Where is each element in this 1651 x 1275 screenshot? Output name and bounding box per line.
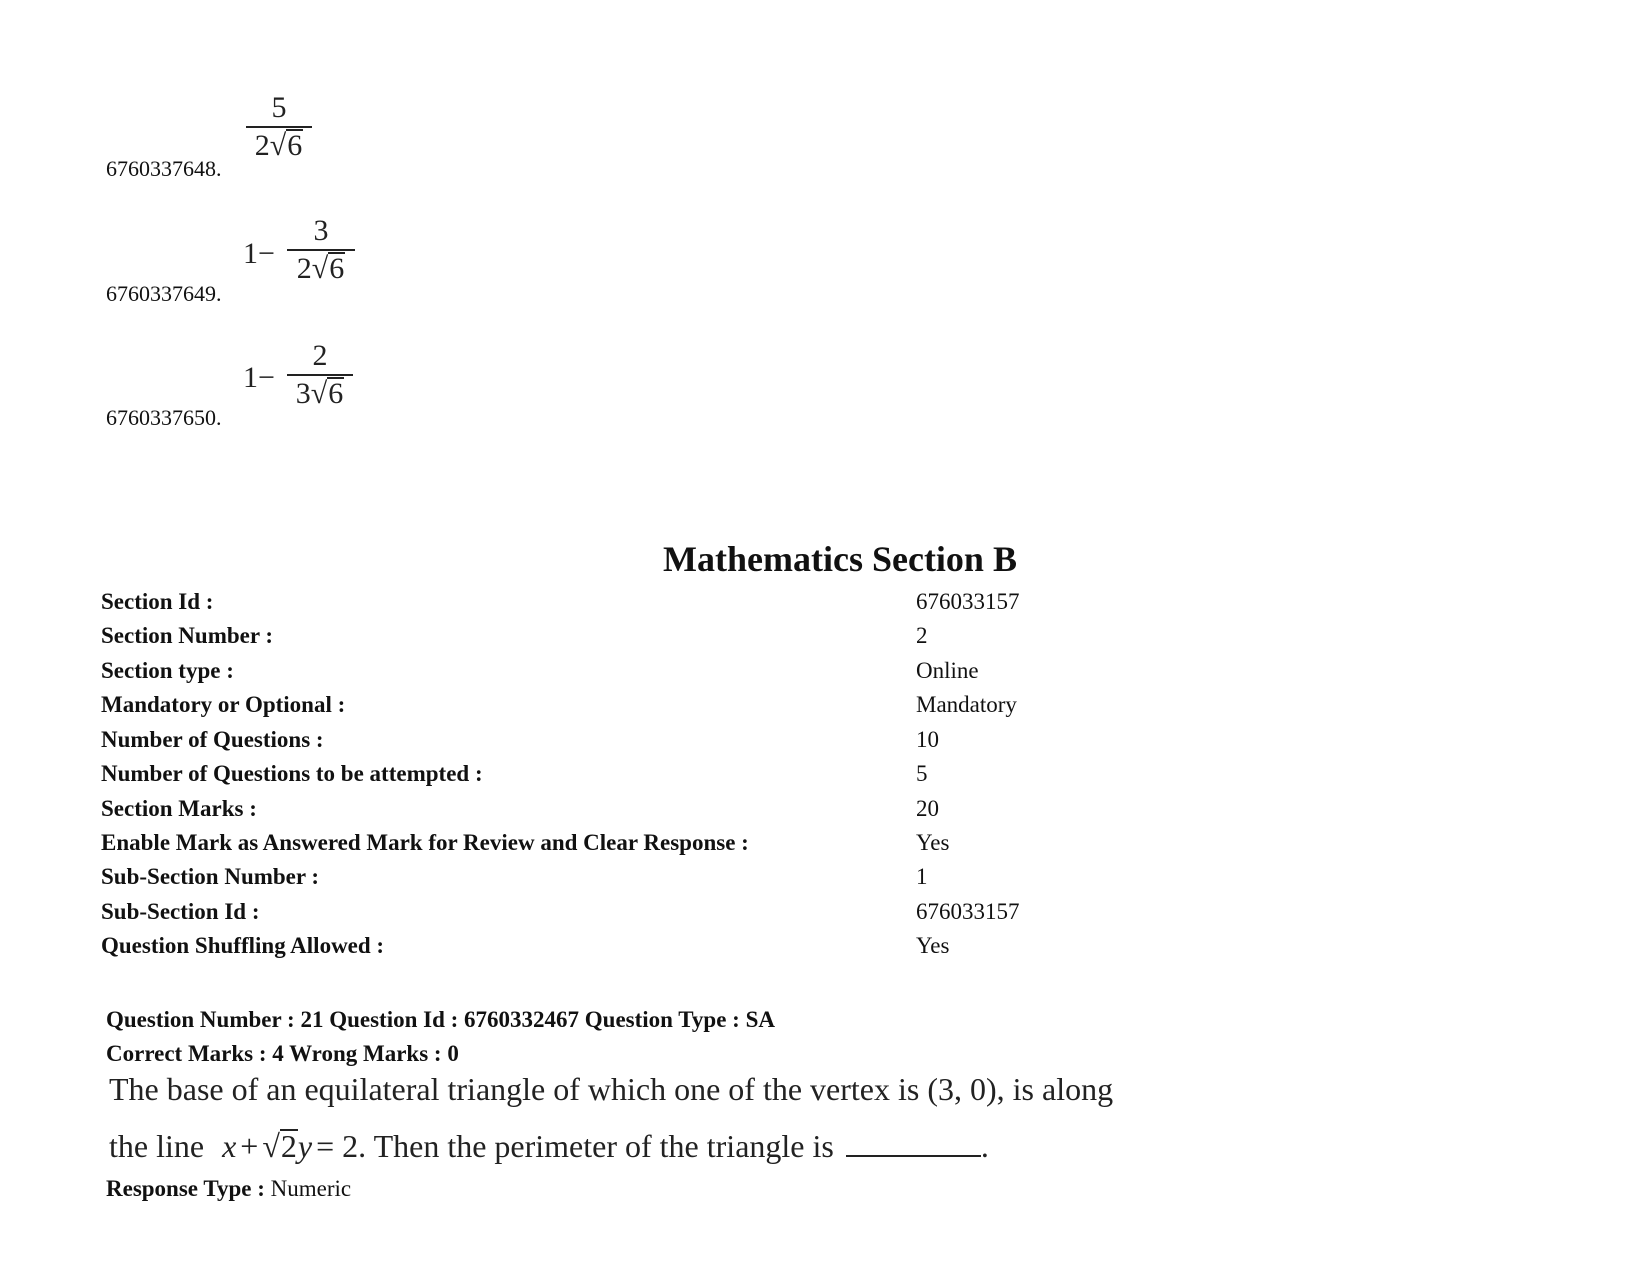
section-id-value: 676033157	[916, 589, 1020, 614]
question-text-line-1: The base of an equilateral triangle of which one of the vertex is (3, 0), is along	[109, 1071, 1114, 1107]
num-questions-value: 10	[916, 727, 939, 752]
section-title: Mathematics Section B	[663, 539, 1017, 579]
option-lead-term: 1−	[243, 361, 275, 394]
option-fraction	[246, 90, 312, 164]
section-marks-label: Section Marks :	[101, 796, 257, 821]
equation-equals: = 2	[316, 1128, 359, 1164]
subsection-id-label: Sub-Section Id :	[101, 899, 260, 924]
enable-mark-value: Yes	[916, 830, 950, 855]
sqrt-icon: √	[262, 1128, 280, 1164]
num-attempt-label: Number of Questions to be attempted :	[101, 761, 483, 786]
subsection-number-label: Sub-Section Number :	[101, 864, 320, 889]
shuffling-value: Yes	[916, 933, 950, 958]
question-text-post: . Then the perimeter of the triangle is	[358, 1128, 834, 1164]
sqrt-icon: √	[269, 129, 287, 162]
question-meta: Question Number : 21 Question Id : 6760332467 Question Type : SA	[106, 1007, 775, 1032]
sqrt-icon: √	[311, 252, 329, 285]
question-text-line-2	[109, 1128, 989, 1165]
section-number-value: 2	[916, 623, 928, 648]
period: .	[980, 1128, 989, 1164]
option-id: 6760337648.	[106, 156, 222, 181]
subsection-id-value: 676033157	[916, 899, 1020, 924]
denominator-coefficient: 2	[254, 129, 270, 162]
response-type	[106, 1176, 351, 1202]
radicand: 6	[329, 252, 345, 285]
fraction-denominator	[296, 376, 344, 412]
section-marks-value: 20	[916, 796, 939, 821]
mandatory-label: Mandatory or Optional :	[101, 692, 346, 717]
question-text-pre: the line	[109, 1128, 205, 1164]
subsection-number-value: 1	[916, 864, 928, 889]
sqrt-icon: √	[310, 377, 328, 410]
fraction-numerator: 5	[271, 91, 287, 124]
answer-blank	[846, 1131, 981, 1157]
section-type-label: Section type :	[101, 658, 234, 683]
section-id-label: Section Id :	[101, 589, 214, 614]
radicand: 6	[328, 377, 344, 410]
fraction-numerator: 2	[312, 339, 328, 372]
num-attempt-value: 5	[916, 761, 928, 786]
denominator-coefficient: 3	[295, 377, 311, 410]
mandatory-value: Mandatory	[916, 692, 1017, 717]
equation-radicand: 2	[280, 1128, 297, 1164]
enable-mark-label: Enable Mark as Answered Mark for Review and Clear Response :	[101, 830, 749, 855]
shuffling-label: Question Shuffling Allowed :	[101, 933, 385, 958]
response-type-value: Numeric	[270, 1176, 352, 1201]
num-questions-label: Number of Questions :	[101, 727, 324, 752]
option-lead-term: 1−	[243, 237, 275, 270]
equation-x: x	[222, 1128, 237, 1164]
option-fraction	[287, 338, 353, 412]
radicand: 6	[287, 129, 303, 162]
fraction-denominator	[297, 251, 345, 287]
option-fraction	[287, 213, 355, 287]
denominator-coefficient: 2	[296, 252, 312, 285]
response-type-label: Response Type :	[106, 1176, 265, 1201]
fraction-numerator: 3	[313, 214, 329, 247]
option-id: 6760337649.	[106, 281, 222, 306]
section-type-value: Online	[916, 658, 979, 683]
fraction-denominator	[255, 128, 303, 164]
option-id: 6760337650.	[106, 405, 222, 430]
question-marks: Correct Marks : 4 Wrong Marks : 0	[106, 1041, 459, 1066]
equation-y: y	[297, 1128, 313, 1164]
section-number-label: Section Number :	[101, 623, 274, 648]
equation-plus: +	[240, 1128, 259, 1164]
